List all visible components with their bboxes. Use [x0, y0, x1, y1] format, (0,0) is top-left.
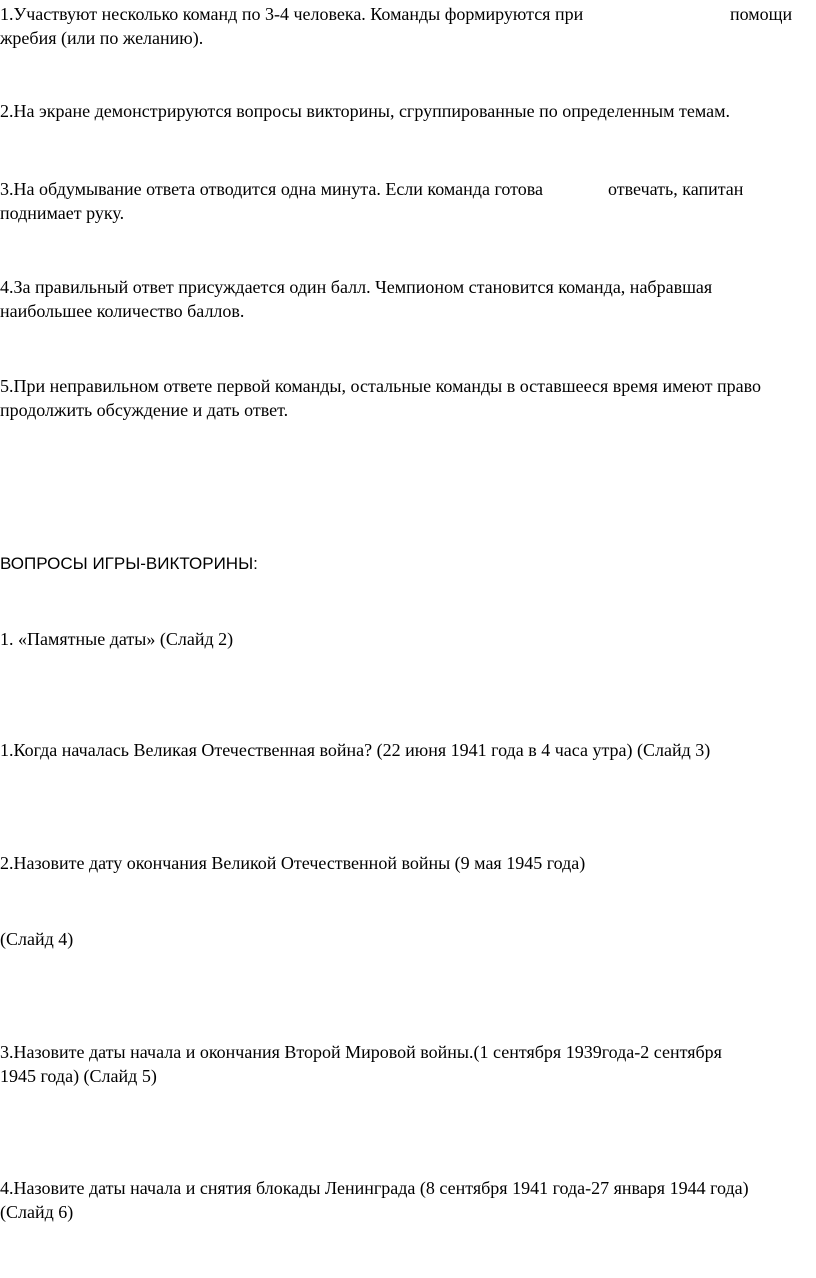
question-3-line-2: 1945 года) (Слайд 5) — [0, 1066, 157, 1086]
rule-1-line-1-start: 1.Участвуют несколько команд по 3-4 человека. Команды формируются при — [0, 4, 584, 24]
rule-paragraph-4 — [0, 275, 712, 323]
question-3-line-1: 3.Назовите даты начала и окончания Второй Мировой войны.(1 сентября 1939года-2 сентября — [0, 1042, 722, 1062]
rule-4-line-1: 4.За правильный ответ присуждается один балл. Чемпионом становится команда, набравшая — [0, 277, 713, 297]
question-4 — [0, 1176, 749, 1224]
question-4-line-1: 4.Назовите даты начала и снятия блокады Ленинграда (8 сентября 1941 года-27 января 1944 года) — [0, 1178, 749, 1198]
rule-3-line-1-start: 3.На обдумывание ответа отводится одна минута. Если команда готова — [0, 179, 544, 199]
question-1 — [0, 738, 710, 762]
rule-5-line-1: 5.При неправильном ответе первой команды, остальные команды в оставшееся время имеют право — [0, 376, 762, 396]
rule-5-line-2: продолжить обсуждение и дать ответ. — [0, 400, 289, 420]
rule-3-line-2: поднимает руку. — [0, 203, 125, 223]
rule-paragraph-2 — [0, 99, 730, 123]
question-2-line-1: 2.Назовите дату окончания Великой Отечественной войны (9 мая 1945 года) — [0, 853, 586, 873]
question-1-line-1: 1.Когда началась Великая Отечественная война? (22 июня 1941 года в 4 часа утра) (Слайд 3) — [0, 740, 711, 760]
rule-paragraph-1 — [0, 2, 583, 50]
rule-1-line-1-end: помощи — [730, 4, 793, 24]
question-3 — [0, 1040, 722, 1088]
rule-3-line-1-end: отвечать, капитан — [608, 179, 744, 199]
rule-paragraph-3 — [0, 177, 543, 225]
question-4-line-2: (Слайд 6) — [0, 1202, 74, 1222]
question-2-slide-ref: (Слайд 4) — [0, 929, 74, 949]
rule-2-line-1: 2.На экране демонстрируются вопросы викторины, сгруппированные по определенным темам. — [0, 101, 730, 121]
rule-4-line-2: наибольшее количество баллов. — [0, 301, 245, 321]
section-heading: ВОПРОСЫ ИГРЫ-ВИКТОРИНЫ: — [0, 554, 258, 573]
rule-1-line-2: жребия (или по желанию). — [0, 28, 204, 48]
question-2 — [0, 851, 585, 875]
rule-paragraph-5 — [0, 374, 761, 422]
topic-title: 1. «Памятные даты» (Слайд 2) — [0, 629, 234, 649]
